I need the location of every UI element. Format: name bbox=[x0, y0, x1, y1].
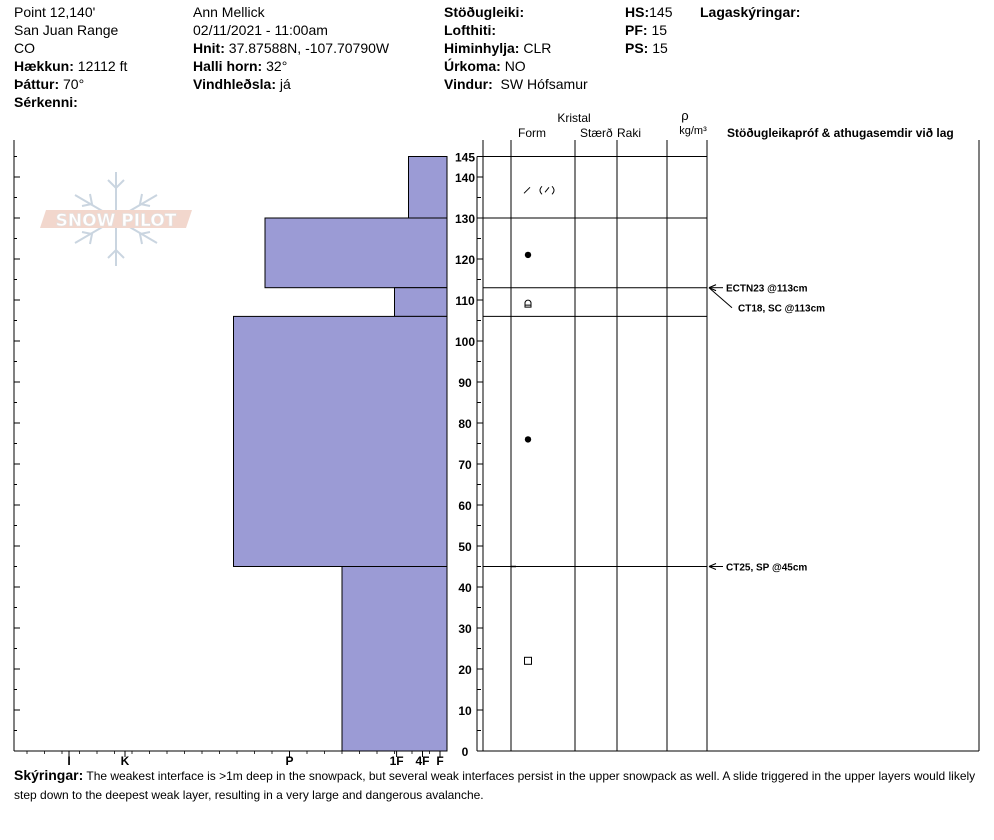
depth-tick-label: 110 bbox=[455, 294, 475, 308]
form-paren-close-symbol bbox=[552, 186, 554, 194]
depth-tick-label: 70 bbox=[458, 458, 472, 472]
legend-label: Lagaskýringar: bbox=[700, 4, 801, 20]
hardness-tick-label: K bbox=[120, 754, 130, 765]
location-name: Point 12,140' bbox=[14, 4, 96, 20]
depth-tick-label: 30 bbox=[458, 622, 472, 636]
hardness-bar bbox=[395, 288, 448, 317]
crystal-header: Kristal bbox=[557, 111, 591, 125]
stability-tests bbox=[709, 284, 825, 574]
state-name: CO bbox=[14, 40, 35, 56]
density-unit-header: kg/m³ bbox=[679, 125, 707, 137]
left-axis-ticks bbox=[14, 157, 20, 752]
depth-tick-label: 40 bbox=[458, 581, 472, 595]
depth-axis bbox=[447, 151, 483, 760]
grain-form-symbols bbox=[511, 186, 554, 664]
aspect-label: Þáttur: bbox=[14, 76, 60, 92]
table-grid bbox=[483, 140, 979, 751]
range-name: San Juan Range bbox=[14, 22, 119, 38]
form-slash-symbol bbox=[524, 187, 530, 193]
features-label: Sérkenni: bbox=[14, 94, 78, 110]
depth-tick-label: 10 bbox=[458, 704, 472, 718]
moisture-header: Raki bbox=[617, 126, 642, 140]
remarks-text: The weakest interface is >1m deep in the snowpack, but several weak interfaces persist in the upper snowpack as well. A slide triggered in the upper layers would likely step down to the deepest weak layer, resulting in a very large and dangerous avalanche. bbox=[14, 769, 976, 802]
stability-label: Stöðugleiki: bbox=[444, 4, 525, 20]
hardness-tick-label: 1F bbox=[389, 754, 404, 765]
hardness-axis-ticks bbox=[27, 751, 444, 765]
hardness-bar bbox=[265, 218, 447, 288]
depth-tick-label: 90 bbox=[458, 376, 472, 390]
depth-tick-label: 130 bbox=[454, 212, 476, 226]
depth-tick-label: 145 bbox=[454, 150, 476, 165]
form-square-symbol bbox=[525, 657, 532, 664]
coords-value: 37.87588N, -107.70790W bbox=[228, 40, 390, 56]
hardness-tick-label: P bbox=[285, 754, 294, 765]
hardness-tick-label: I bbox=[67, 754, 71, 765]
form-slash-inner-symbol bbox=[545, 187, 549, 192]
coords-label: Hnit: bbox=[193, 40, 225, 56]
form-header: Form bbox=[518, 126, 546, 140]
depth-tick-label: 80 bbox=[458, 417, 472, 431]
depth-tick-label: 100 bbox=[454, 335, 476, 349]
elevation-value: 12112 ft bbox=[77, 58, 128, 74]
observation-datetime: 02/11/2021 - 11:00am bbox=[193, 22, 328, 38]
pf-label: PF: bbox=[625, 22, 648, 38]
rho-header: ρ bbox=[681, 108, 689, 123]
sky-value: CLR bbox=[523, 40, 552, 56]
airtemp-label: Lofthiti: bbox=[444, 22, 497, 38]
hs-label: HS: bbox=[625, 4, 650, 20]
elevation-label: Hækkun: bbox=[14, 58, 74, 74]
precip-value: NO bbox=[504, 58, 526, 74]
form-dot-symbol bbox=[525, 436, 531, 442]
size-header: Stærð bbox=[580, 126, 613, 140]
observer-name: Ann Mellick bbox=[193, 4, 265, 20]
snowpilot-logo bbox=[40, 172, 192, 266]
slope-label: Halli horn: bbox=[193, 58, 263, 74]
aspect-value: 70° bbox=[63, 76, 85, 92]
hs-value: 145 bbox=[649, 4, 673, 20]
ps-value: 15 bbox=[652, 40, 668, 56]
depth-tick-label: 140 bbox=[454, 171, 476, 185]
windload-label: Vindhleðsla: bbox=[193, 76, 276, 92]
test-label: CT18, SC @113cm bbox=[738, 303, 826, 315]
ps-label: PS: bbox=[625, 40, 649, 56]
tests-header: Stöðugleikapróf & athugasemdir við lag bbox=[727, 126, 954, 140]
hardness-bars bbox=[234, 157, 448, 752]
hardness-bar bbox=[342, 567, 447, 752]
precip-label: Úrkoma: bbox=[444, 58, 501, 74]
test-label: ECTN23 @113cm bbox=[726, 283, 808, 295]
hardness-tick-label: 4F bbox=[415, 754, 430, 765]
hardness-tick-label: F bbox=[436, 754, 444, 765]
form-depth-hoar-symbol bbox=[525, 300, 531, 307]
depth-tick-label: 50 bbox=[458, 540, 472, 554]
sky-label: Himinhylja: bbox=[444, 40, 520, 56]
remarks bbox=[14, 766, 989, 805]
wind-value: SW Hófsamur bbox=[500, 76, 588, 92]
logo-text: SNOW PILOT bbox=[55, 211, 177, 231]
form-paren-open-symbol bbox=[540, 186, 542, 194]
depth-tick-label: 0 bbox=[461, 745, 469, 759]
pf-value: 15 bbox=[651, 22, 668, 38]
depth-tick-label: 20 bbox=[458, 663, 472, 677]
hardness-bar bbox=[234, 316, 448, 566]
remarks-label: Skýringar: bbox=[14, 767, 84, 783]
layer-boundaries bbox=[483, 157, 707, 567]
depth-tick-label: 120 bbox=[454, 253, 476, 267]
form-dot-symbol bbox=[525, 252, 531, 258]
depth-tick-label: 60 bbox=[458, 499, 472, 513]
slope-value: 32° bbox=[266, 58, 288, 74]
hardness-bar bbox=[409, 157, 448, 219]
wind-label: Vindur: bbox=[444, 76, 493, 92]
test-label: CT25, SP @45cm bbox=[726, 562, 808, 574]
windload-value: já bbox=[279, 76, 291, 92]
